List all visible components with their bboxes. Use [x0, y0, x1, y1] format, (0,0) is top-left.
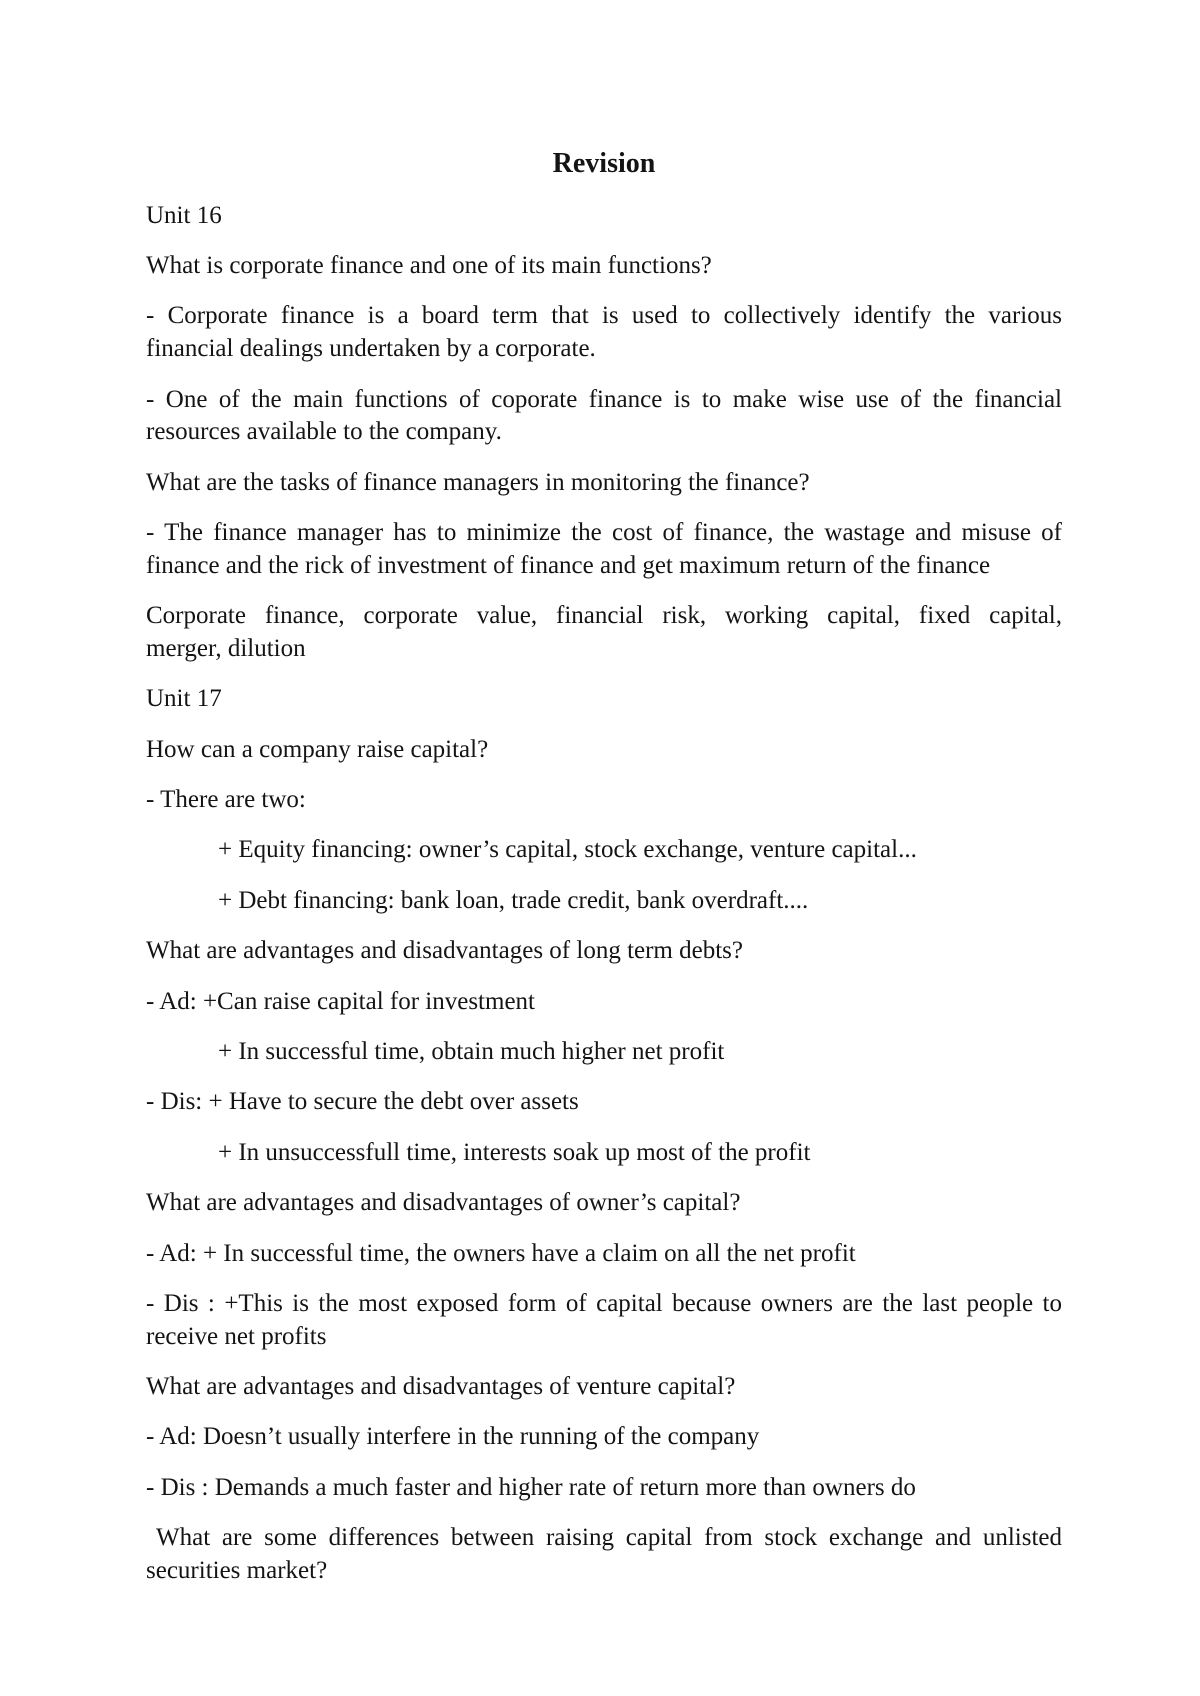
question-text [146, 1187, 1062, 1220]
text-line: finance and the rick of investment of finance and get maximum return of the finance [146, 551, 991, 579]
answer-subpoint [146, 834, 1062, 867]
text-line: - One of the main functions of coporate finance is to make wise use of the financial [146, 385, 1062, 413]
text-line: financial dealings undertaken by a corporate. [146, 335, 596, 363]
text-line: Unit 17 [146, 685, 222, 713]
question-text [146, 1371, 1062, 1404]
question-text [146, 1522, 1062, 1587]
text-line: - Ad: Doesn’t usually interfere in the running of the company [146, 1423, 760, 1451]
text-line: What are some differences between raising capital from stock exchange and unlisted [156, 1524, 1062, 1552]
answer-subpoint [146, 885, 1062, 918]
question-text [146, 935, 1062, 968]
answer-subpoint [146, 1137, 1062, 1170]
answer-subpoint [146, 1036, 1062, 1069]
text-line: What are advantages and disadvantages of owner’s capital? [146, 1189, 741, 1217]
text-line: + Debt financing: bank loan, trade credit, bank overdraft.... [218, 886, 809, 914]
answer-text [146, 1288, 1062, 1353]
text-line: - There are two: [146, 786, 306, 814]
unit-heading [146, 200, 1062, 233]
text-line: securities market? [146, 1556, 328, 1584]
question-text [146, 250, 1062, 283]
answer-text [146, 1472, 1062, 1505]
text-line: - Corporate finance is a board term that is used to collectively identify the various [146, 302, 1062, 330]
text-line: - Ad: + In successful time, the owners have a claim on all the net profit [146, 1239, 856, 1267]
text-line: What are advantages and disadvantages of long term debts? [146, 937, 743, 965]
document-title: Revision [552, 148, 656, 179]
answer-text [146, 784, 1062, 817]
answer-text [146, 1238, 1062, 1271]
unit-heading [146, 683, 1062, 716]
text-line: - Dis: + Have to secure the debt over assets [146, 1088, 579, 1116]
text-line: + In unsuccessfull time, interests soak up most of the profit [218, 1138, 811, 1166]
answer-text [146, 300, 1062, 365]
text-line: What is corporate finance and one of its main functions? [146, 252, 712, 280]
text-line: - Dis : Demands a much faster and higher rate of return more than owners do [146, 1473, 916, 1501]
answer-text [146, 384, 1062, 449]
question-text [146, 734, 1062, 767]
text-line: merger, dilution [146, 634, 306, 662]
answer-text [146, 986, 1062, 1019]
text-line: - The finance manager has to minimize the cost of finance, the wastage and misuse of [146, 519, 1062, 547]
document-body [146, 146, 1062, 1605]
text-line: What are the tasks of finance managers in monitoring the finance? [146, 468, 810, 496]
text-line: How can a company raise capital? [146, 735, 489, 763]
answer-text [146, 517, 1062, 582]
text-line: + Equity financing: owner’s capital, stock exchange, venture capital... [218, 836, 917, 864]
text-line: receive net profits [146, 1322, 327, 1350]
text-line: + In successful time, obtain much higher net profit [218, 1037, 725, 1065]
text-line: Corporate finance, corporate value, financial risk, working capital, fixed capital, [146, 602, 1062, 630]
answer-text [146, 1086, 1062, 1119]
keyword-list [146, 600, 1062, 665]
text-line: - Ad: +Can raise capital for investment [146, 987, 535, 1015]
text-line: - Dis : +This is the most exposed form of capital because owners are the last people to [146, 1289, 1062, 1317]
text-line: Unit 16 [146, 201, 222, 229]
answer-text [146, 1421, 1062, 1454]
text-line: What are advantages and disadvantages of venture capital? [146, 1373, 736, 1401]
question-text [146, 467, 1062, 500]
text-line: resources available to the company. [146, 418, 502, 446]
